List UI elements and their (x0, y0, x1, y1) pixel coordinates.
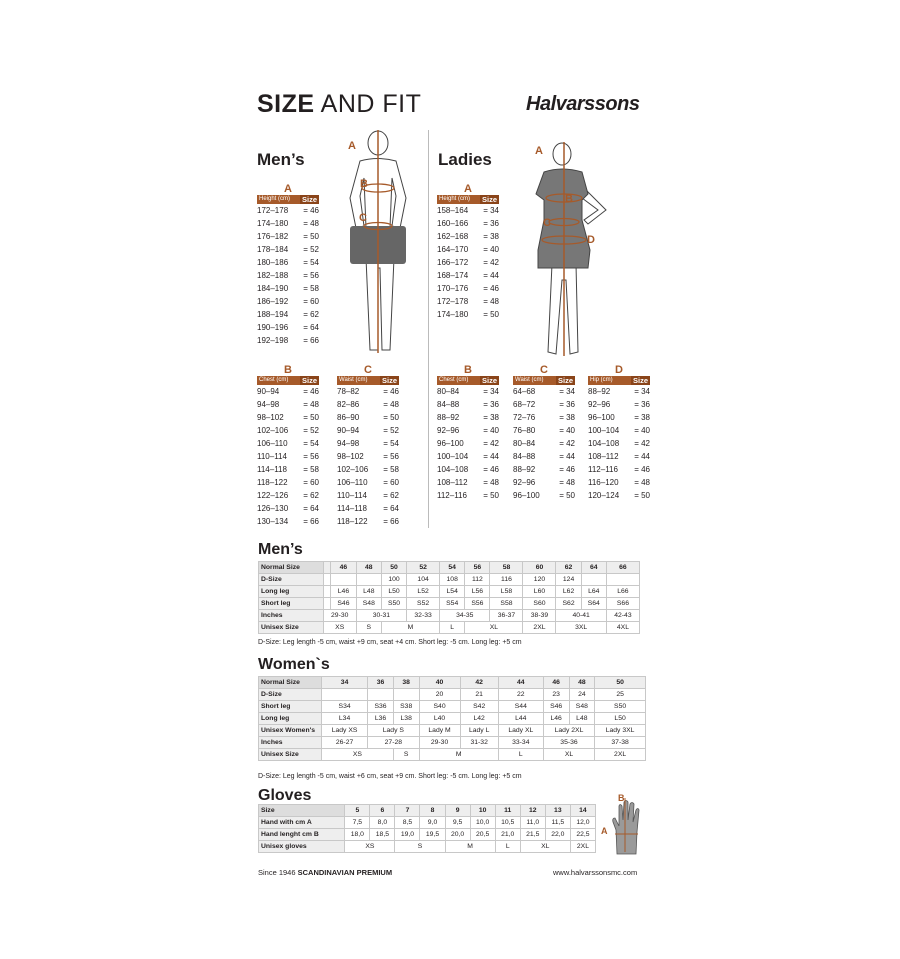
female-figure-illustration (516, 140, 612, 360)
figure-label-b: B (360, 178, 368, 190)
size-row: 88–92 = 38 (437, 413, 499, 422)
title-bold: SIZE (257, 90, 315, 118)
ladies-chest-table (437, 364, 499, 502)
size-row: 104–108 = 46 (437, 465, 499, 474)
table-row: Size 5 6 7 8 9 10 11 12 13 14 (259, 805, 596, 817)
size-row: 176–182 = 50 (257, 232, 319, 241)
size-row: 82–86 = 48 (337, 400, 399, 409)
table-row: Normal Size 46 48 50 52 54 56 58 60 62 64 66 (259, 562, 640, 574)
mens-waist-table (337, 364, 399, 528)
size-row: 98–102 = 50 (257, 413, 319, 422)
table-header: Chest (cm) Size (259, 376, 317, 385)
table-header: Waist (cm) Size (339, 376, 397, 385)
size-row: 190–196 = 64 (257, 323, 319, 332)
size-row: 114–118 = 58 (257, 465, 319, 474)
size-row: 94–98 = 48 (257, 400, 319, 409)
womens-table-heading: Women`s (258, 656, 330, 673)
table-row: Unisex Size XS S M L XL 2XL (259, 749, 646, 761)
size-row: 130–134 = 66 (257, 517, 319, 526)
size-row: 112–116 = 46 (588, 465, 650, 474)
size-row: 92–96 = 36 (588, 400, 650, 409)
size-row: 78–82 = 46 (337, 387, 399, 396)
table-row: Unisex Size XS S M L XL 2XL 3XL 4XL (259, 622, 640, 634)
size-row: 84–88 = 36 (437, 400, 499, 409)
size-row: 126–130 = 64 (257, 504, 319, 513)
size-list (588, 385, 650, 502)
column-divider (428, 130, 429, 528)
size-row: 96–100 = 50 (513, 491, 575, 500)
measure-letter: B (464, 364, 472, 376)
size-row: 84–88 = 44 (513, 452, 575, 461)
size-row: 180–186 = 54 (257, 258, 319, 267)
table-row: Short leg S34 S36 S38 S40 S42 S44 S46 S48 S50 (259, 701, 646, 713)
table-row: Hand lenght cm B 18,0 18,5 19,0 19,5 20,0 20,5 21,0 21,5 22,0 22,5 (259, 829, 596, 841)
table-header: Chest (cm) Size (439, 376, 497, 385)
size-row: 118–122 = 60 (257, 478, 319, 487)
table-header: Waist (cm) Size (515, 376, 573, 385)
figure-label-d: D (587, 234, 595, 246)
size-row: 106–110 = 54 (257, 439, 319, 448)
size-row: 166–172 = 42 (437, 258, 499, 267)
measure-letter: A (464, 183, 472, 195)
size-row: 168–174 = 44 (437, 271, 499, 280)
size-row: 160–166 = 36 (437, 219, 499, 228)
ladies-hip-table (588, 364, 650, 502)
size-row: 110–114 = 62 (337, 491, 399, 500)
ladies-height-table (437, 183, 499, 321)
size-row: 64–68 = 34 (513, 387, 575, 396)
size-row: 110–114 = 56 (257, 452, 319, 461)
table-header: Hip (cm) Size (590, 376, 648, 385)
size-row: 116–120 = 48 (588, 478, 650, 487)
size-row: 162–168 = 38 (437, 232, 499, 241)
title-light: AND FIT (320, 90, 422, 118)
size-row: 172–178 = 46 (257, 206, 319, 215)
table-row: Hand with cm A 7,5 8,0 8,5 9,0 9,5 10,0 10,5 11,0 11,5 12,0 (259, 817, 596, 829)
size-row: 170–176 = 46 (437, 284, 499, 293)
size-row: 122–126 = 62 (257, 491, 319, 500)
table-row: Short leg S46 S48 S50 S52 S54 S56 S58 S60 S62 S64 S66 (259, 598, 640, 610)
size-list (437, 385, 499, 502)
table-row: D-Size 100 104 108 112 116 120 124 (259, 574, 640, 586)
size-row: 102–106 = 52 (257, 426, 319, 435)
size-row: 172–178 = 48 (437, 297, 499, 306)
mens-size-table (258, 561, 640, 634)
table-row: Inches 26-27 27-28 29-30 31-32 33-34 35-36 37-38 (259, 737, 646, 749)
size-row: 94–98 = 54 (337, 439, 399, 448)
table-row: D-Size 20 21 22 23 24 25 (259, 689, 646, 701)
size-row: 108–112 = 44 (588, 452, 650, 461)
male-figure-illustration (330, 128, 426, 360)
size-row: 120–124 = 50 (588, 491, 650, 500)
table-header: Height (cm) Size (439, 195, 497, 204)
glove-icon (608, 796, 644, 856)
size-row: 118–122 = 66 (337, 517, 399, 526)
womens-size-table (258, 676, 646, 761)
glove-label-a: A (601, 826, 608, 836)
size-row: 72–76 = 38 (513, 413, 575, 422)
measure-letter: B (284, 364, 292, 376)
table-row: Unisex gloves XS S M L XL 2XL (259, 841, 596, 853)
size-row: 184–190 = 58 (257, 284, 319, 293)
footer-url[interactable]: www.halvarssonsmc.com (553, 868, 638, 877)
size-row: 106–110 = 60 (337, 478, 399, 487)
size-row: 188–194 = 62 (257, 310, 319, 319)
figure-label-a: A (348, 140, 356, 152)
size-list (337, 385, 399, 528)
size-row: 100–104 = 44 (437, 452, 499, 461)
measure-letter: A (284, 183, 292, 195)
measure-letter: C (364, 364, 372, 376)
ladies-heading: Ladies (438, 150, 492, 169)
size-row: 90–94 = 46 (257, 387, 319, 396)
size-row: 186–192 = 60 (257, 297, 319, 306)
measure-letter: D (615, 364, 623, 376)
table-header: Height (cm) Size (259, 195, 317, 204)
table-row: Normal Size 34 36 38 40 42 44 46 48 50 (259, 677, 646, 689)
table-row: Long leg L46 L48 L50 L52 L54 L56 L58 L60 L62 L64 L66 (259, 586, 640, 598)
mens-height-table (257, 183, 319, 347)
table-row: Unisex Women's Lady XS Lady S Lady M Lady L Lady XL Lady 2XL Lady 3XL (259, 725, 646, 737)
size-list (257, 204, 319, 347)
table-row: Long leg L34 L36 L38 L40 L42 L44 L46 L48 L50 (259, 713, 646, 725)
size-row: 178–184 = 52 (257, 245, 319, 254)
size-row: 80–84 = 42 (513, 439, 575, 448)
size-row: 88–92 = 46 (513, 465, 575, 474)
figure-label-b: B (565, 193, 573, 205)
size-row: 102–106 = 58 (337, 465, 399, 474)
figure-label-c: C (359, 212, 367, 224)
size-row: 164–170 = 40 (437, 245, 499, 254)
size-row: 104–108 = 42 (588, 439, 650, 448)
size-row: 114–118 = 64 (337, 504, 399, 513)
mens-chest-table (257, 364, 319, 528)
table-row: Inches 29-30 30-31 32-33 34-35 36-37 38-39 40-41 42-43 (259, 610, 640, 622)
page-title (257, 90, 421, 119)
size-row: 112–116 = 50 (437, 491, 499, 500)
womens-table-note: D-Size: Leg length -5 cm, waist +6 cm, seat +9 cm. Short leg: -5 cm. Long leg: +5 cm (258, 773, 522, 780)
mens-heading: Men’s (257, 150, 305, 169)
size-row: 158–164 = 34 (437, 206, 499, 215)
gloves-size-table (258, 804, 596, 853)
size-row: 68–72 = 36 (513, 400, 575, 409)
size-row: 174–180 = 50 (437, 310, 499, 319)
size-row: 96–100 = 42 (437, 439, 499, 448)
mens-table-heading: Men’s (258, 541, 303, 558)
size-row: 76–80 = 40 (513, 426, 575, 435)
size-row: 182–188 = 56 (257, 271, 319, 280)
size-row: 108–112 = 48 (437, 478, 499, 487)
figure-label-a: A (535, 145, 543, 157)
size-row: 192–198 = 66 (257, 336, 319, 345)
figure-label-c: C (543, 217, 551, 229)
size-list (437, 204, 499, 321)
measure-letter: C (540, 364, 548, 376)
size-list (257, 385, 319, 528)
size-row: 86–90 = 50 (337, 413, 399, 422)
gloves-table-heading: Gloves (258, 787, 312, 804)
size-row: 90–94 = 52 (337, 426, 399, 435)
size-row: 92–96 = 40 (437, 426, 499, 435)
size-list (513, 385, 575, 502)
glove-label-b: B (618, 793, 625, 803)
size-row: 98–102 = 56 (337, 452, 399, 461)
brand-logo: Halvarssons (526, 93, 640, 115)
mens-table-note: D-Size: Leg length -5 cm, waist +9 cm, seat +4 cm. Short leg: -5 cm. Long leg: +5 cm (258, 639, 522, 646)
size-row: 80–84 = 34 (437, 387, 499, 396)
size-row: 92–96 = 48 (513, 478, 575, 487)
size-row: 100–104 = 40 (588, 426, 650, 435)
size-row: 174–180 = 48 (257, 219, 319, 228)
size-row: 96–100 = 38 (588, 413, 650, 422)
size-row: 88–92 = 34 (588, 387, 650, 396)
footer-tagline: Since 1946 SCANDINAVIAN PREMIUM (258, 868, 393, 877)
ladies-waist-table (513, 364, 575, 502)
